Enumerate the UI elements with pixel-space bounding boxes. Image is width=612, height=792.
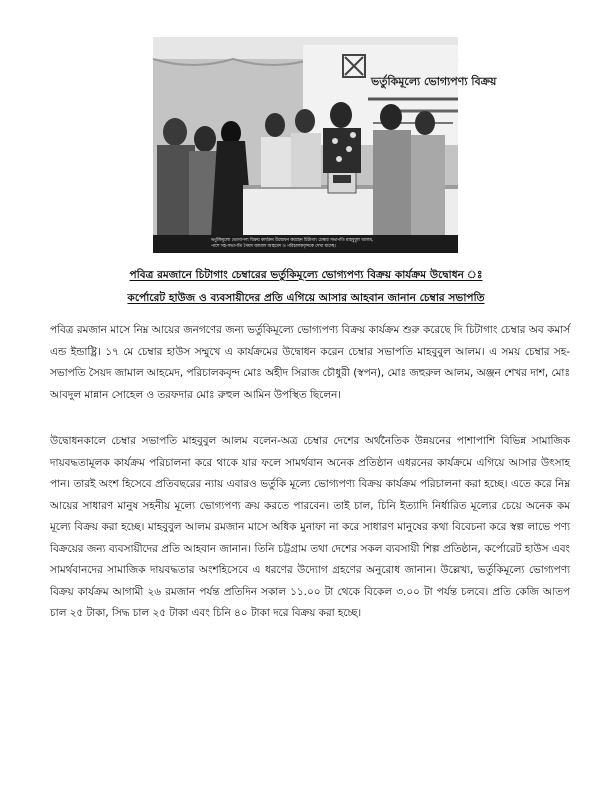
photo-caption-line-2: পাশে সহ-সভাপতি সৈয়দ জামাল আহমেদ ও পরিচালকবৃন্দকে দেখা যাচ্ছে। [211, 244, 336, 249]
photo-banner-text: ভর্তুকিমূল্যে ভোগ্যপণ্য বিক্রয় [371, 75, 497, 88]
headline-primary: পবিত্র রমজানে চিটাগাং চেম্বারের ভর্তুকিমূল্যে ভোগ্যপণ্য বিক্রয় কার্যক্রম উদ্বোধন ঃ [129, 269, 483, 281]
headline-secondary: কর্পোরেট হাউজ ও ব্যবসায়ীদের প্রতি এগিয়ে আসার আহবান জানান চেম্বার সভাপতি [127, 292, 485, 304]
photo-caption-line-1: ভর্তুকিমূল্যে ভোগ্যপণ্য বিক্রয় কার্যক্রম উদ্বোধন করছেন চিটাগাং চেম্বার সভাপতি মাহবুবুল আলম, [211, 238, 374, 243]
body-paragraph-2: উদ্বোধনকালে চেম্বার সভাপতি মাহবুবুল আলম বলেন-অত্র চেম্বার দেশের অর্থনৈতিক উন্নয়নের পাশাপাশি বিভিন্ন সামাজিক দায়বদ্ধতামূলক কার্যক্রম পরিচালনা করে থাকে যার ফলে সামর্থবান অনেক প্রতিষ্ঠান এধরনের কার্যক্রমে এগিয়ে আসার উৎসাহ পান। তারই অংশ হিসেবে প্রতিবছরের ন্যায় এবারও ভর্তুকি মূল্যে ভোগ্যপণ্য বিক্রয় কার্যক্রম পরিচালনা করা হচ্ছে। এতে করে নিম্ন আয়ের সাধারণ মানুষ সহনীয় মূল্যে ভোগ্যপণ্য ক্রয় করতে পারবেন। তাই চাল, চিনি ইত্যাদি নির্ধারিত মূল্যের চেয়ে অনেক কম মূল্যে বিক্রয় করা হচ্ছে। মাহবুবুল আলম রমজান মাসে অধিক মুনাফা না করে সাধারণ মানুষের কথা বিবেচনা করে স্বল্প লাভে পণ্য বিক্রয়ের জন্য ব্যবসায়ীদের প্রতি আহবান জানান। তিনি চট্টগ্রাম তথা দেশের সকল ব্যবসায়ী শিল্প প্রতিষ্ঠান, কর্পোরেট হাউস এবং সামর্থবানদের সামাজিক দায়বদ্ধতার অংশহিসেবে এ ধরণের উদ্যোগ গ্রহণের অনুরোধ জানান। উল্লেখ্য, ভর্তুকিমূল্যে ভোগ্যপণ্য বিক্রয় কার্যক্রম আগামী ২৬ রমজান পর্যন্ত প্রতিদিন সকাল ১১.০০ টা থেকে বিকেল ৩.০০ টা পর্যন্ত চলবে। প্রতি কেজি আতপ চাল ২৫ টাকা, সিদ্ধ চাল ২৫ টাকা এবং চিনি ৪০ টাকা দরে বিক্রয় করা হচ্ছে। [50, 435, 570, 619]
photo-scene-illustration [153, 37, 497, 253]
event-photo [153, 37, 497, 253]
body-paragraph-1: পবিত্র রমজান মাসে নিম্ন আয়ের জনগণের জন্য ভর্তুকিমূল্যে ভোগ্যপণ্য বিক্রয় কার্যক্রম শুরু করেছে দি চিটাগাং চেম্বার অব কমার্স এন্ড ইন্ডাষ্ট্রি। ১৭ মে চেম্বার হাউস সম্মুখে এ কার্যক্রমের উদ্বোধন করেন চেম্বার সভাপতি মাহবুবুল আলম। এ সময় চেম্বার সহ-সভাপতি সৈয়দ জামাল আহমেদ, পরিচালকবৃন্দ মোঃ অহীদ সিরাজ চৌধুরী (স্বপন), মোঃ জহুরুল আলম, অঞ্জন শেখর দাশ, মোঃ আবদুল মান্নান সোহেল ও তরফদার মোঃ রুহুল আমিন উপস্থিত ছিলেন। [50, 324, 570, 401]
photo-caption [153, 235, 458, 253]
